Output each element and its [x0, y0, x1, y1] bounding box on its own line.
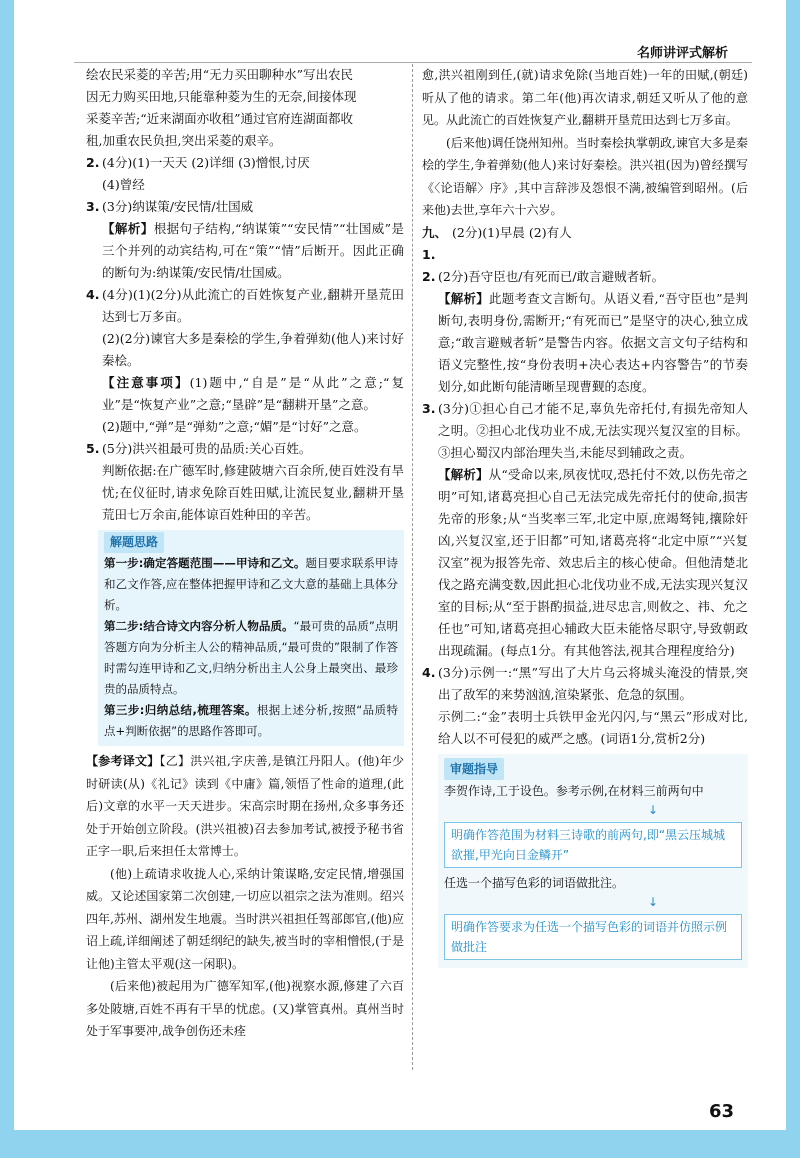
analysis-tag: 【解析】	[438, 290, 489, 306]
analysis	[438, 464, 748, 662]
intro-line: 绘农民采菱的辛苦;用“无力买田聊种水”写出农民	[86, 67, 353, 82]
question-number: 九、1.	[422, 224, 448, 262]
section-9-question-2	[422, 266, 748, 398]
translation-paragraph: (他)上疏请求收拢人心,采纳计策谋略,安定民情,增强国威。又论述国家第二次创建,一切应以祖宗之法为准则。绍兴四年,苏州、湖州发生地震。当时洪兴祖担任驾部郎官,(他)应诏上疏,详细阐述了朝廷纲纪的缺失,被当时的宰相憎恨,(于是让他)主管太平观(这一闲职)。	[86, 866, 404, 971]
basis-text: 判断依据:在广德军时,修建陂塘六百余所,使百姓没有旱忧;在仪征时,请求免除百姓田赋,让流民复业,翻耕开垦荒田七万余亩,能体谅百姓种田的辛苦。	[102, 463, 404, 522]
question-number: 5.	[86, 441, 100, 456]
translation-paragraph	[86, 750, 404, 863]
step-label: 第二步:结合诗文内容分析人物品质。	[104, 619, 294, 633]
question-2	[86, 152, 404, 196]
header-title: 名师讲评式解析	[636, 46, 728, 61]
question-number: 2.	[422, 268, 436, 284]
guide-line: 李贺作诗,工于设色。参考示例,在材料三前两句中	[444, 783, 704, 798]
guide-line: 任选一个描写色彩的词语做批注。	[444, 875, 625, 890]
intro-line: 租,加重农民负担,突出采菱的艰辛。	[86, 133, 282, 148]
guide-box	[438, 754, 748, 968]
step-text: 题目要求联系甲诗和乙文作答,应在整体把握甲诗和乙文大意的基础上具体分析。	[104, 556, 398, 612]
column-divider	[412, 64, 413, 1070]
question-number: 4.	[86, 287, 100, 302]
answer-text: (4分)(1)(2分)从此流亡的百姓恢复产业,翻耕开垦荒田达到七万多亩。	[102, 287, 404, 324]
translation-paragraph: (后来他)被起用为广德军知军,(他)视察水源,修建了六百多处陂塘,百姓不再有干旱的忧虑。(又)掌管真州。真州当时处于军事要冲,战争创伤还未痊	[86, 979, 404, 1038]
note-tag: 【注意事项】	[102, 375, 190, 390]
section-9-question-3	[422, 398, 748, 662]
thinking-box	[98, 530, 404, 746]
step-1	[104, 553, 398, 616]
note-text: (2)题中,“弹”是“弹劾”之意;“媚”是“讨好”之意。	[102, 419, 367, 434]
thinking-box-title: 解题思路	[104, 532, 164, 553]
answer-text: 示例二:“金”表明士兵铁甲金光闪闪,与“黑云”形成对比,给人以不可侵犯的威严之感。(词语1分,赏析2分)	[438, 708, 748, 746]
step-3	[104, 700, 398, 742]
translation-paragraph: (后来他)调任饶州知州。当时秦桧执掌朝政,谏官大多是秦桧的学生,争着弹劾(他人)来讨好秦桧。洪兴祖(因为)曾经撰写《〈论语解〉序》,其中言辞涉及怨恨不满,被编管到昭州。(后来他)去世,享年六十六岁。	[422, 135, 748, 217]
step-label: 第三步:归纳总结,梳理答案。	[104, 703, 257, 717]
question-number: 4.	[422, 664, 436, 680]
header-rule	[74, 62, 752, 63]
answer-text: (2分)吾守臣也/有死而已/敢言避贼者斩。	[438, 268, 665, 284]
down-arrow-icon: ↓	[647, 802, 659, 817]
question-3	[86, 196, 404, 284]
question-number: 3.	[86, 199, 100, 214]
left-column	[86, 64, 404, 1043]
translation-paragraph: 愈,洪兴祖刚到任,(就)请求免除(当地百姓)一年的田赋,(朝廷)听从了他的请求。第二年(他)再次请求,朝廷又听从了他的意见。从此流亡的百姓恢复产业,翻耕开垦荒田达到七万多亩。	[422, 68, 748, 127]
reference-translation	[86, 750, 404, 1043]
step-label: 第一步:确定答题范围——甲诗和乙文。	[104, 556, 306, 570]
answer-text: (2)(2分)谏官大多是秦桧的学生,争着弹劾(他人)来讨好秦桧。	[102, 331, 404, 368]
analysis	[438, 288, 748, 398]
analysis-text: 从“受命以来,夙夜忧叹,恐托付不效,以伤先帝之明”可知,诸葛亮担心自己无法完成先帝托付的使命,损害先帝的形象;从“当奖率三军,北定中原,庶竭驽钝,攘除奸凶,兴复汉室,还于旧都”可知,诸葛亮将“北定中原”“兴复汉室”视为报答先帝、效忠后主的核心使命。但他清楚北伐之路充满变数,因此担心北伐功业不成,无法实现兴复汉室的目标;从“至于斟酌损益,进尽忠言,则攸之、祎、允之任也”可知,诸葛亮担心辅政大臣未能恪尽职守,导致朝政出现疏漏。(每点1分。有其他答法,视其合理程度给分)	[438, 466, 748, 658]
note-text: (1)题中,“自是”是“从此”之意;“复业”是“恢复产业”之意;“垦辟”是“翻耕开垦”之意。	[102, 375, 404, 412]
page	[14, 0, 786, 1130]
guide-hint-box: 明确作答要求为任选一个描写色彩的词语并仿照示例做批注	[444, 914, 742, 960]
translation-tag: 【参考译文】	[86, 754, 160, 768]
answer-text: (3分)示例一:“黑”写出了大片乌云将城头淹没的情景,突出了敌军的来势汹汹,渲染紧张、危急的氛围。	[438, 664, 748, 702]
translation-continued	[422, 64, 748, 222]
question-number: 3.	[422, 400, 436, 416]
note	[102, 372, 404, 416]
answer-text: (4分)(1)一天天 (2)详细 (3)憎恨,讨厌	[102, 155, 310, 170]
translation-text: 【乙】洪兴祖,字庆善,是镇江丹阳人。(他)年少时研读(从)《礼记》读到《中庸》篇,领悟了性命的道理,(此后)文章的水平一天天进步。宋高宗时期在扬州,众多事务还处于开始创立阶段。(洪兴祖被)召去参加考试,被授予秘书省正字一职,后来担任太常博士。	[86, 754, 404, 858]
analysis-tag: 【解析】	[438, 466, 489, 482]
answer-text: (4)曾经	[102, 177, 145, 192]
question-4	[86, 284, 404, 438]
answer-text: (3分)纳谋策/安民情/壮国威	[102, 199, 254, 214]
analysis-text: 此题考查文言断句。从语义看,“吾守臣也”是判断句,表明身份,需断开;“有死而已”是坚守的决心,独立成意;“敢言避贼者斩”是警告内容。依据文言文句子结构和语义完整性,按“身份表明+决心表达+内容警告”的节奏划分,如此断句能清晰呈现曹觐的态度。	[438, 290, 748, 394]
analysis-tag: 【解析】	[102, 221, 154, 236]
answer-text: (2分)(1)早晨 (2)有人	[452, 224, 572, 240]
answer-text: (5分)洪兴祖最可贵的品质:关心百姓。	[102, 441, 312, 456]
guide-hint-box: 明确作答范围为材料三诗歌的前两句,即“黑云压城城欲摧,甲光向日金鳞开”	[444, 822, 742, 868]
down-arrow-icon: ↓	[647, 894, 659, 909]
intro-line: 因无力购买田地,只能靠种菱为生的无奈,间接体现	[86, 89, 357, 104]
step-text: 根据上述分析,按照“品质特点+判断依据”的思路作答即可。	[104, 703, 398, 738]
right-column	[422, 64, 748, 968]
step-text: “最可贵的品质”点明答题方向为分析主人公的精神品质,“最可贵的”限制了作答时需勾连甲诗和乙文,归纳分析出主人公身上最突出、最珍贵的品质特点。	[104, 619, 398, 696]
question-number: 2.	[86, 155, 100, 170]
intro-line: 采菱辛苦;“近来湖面亦收租”通过官府连湖面都收	[86, 111, 353, 126]
analysis	[102, 218, 404, 284]
question-5	[86, 438, 404, 526]
analysis-text: 根据句子结构,“纳谋策”“安民情”“壮国威”是三个并列的动宾结构,可在“策”“情”后断开。因此正确的断句为:纳谋策/安民情/壮国威。	[102, 221, 404, 280]
section-9-question-4	[422, 662, 748, 750]
guide-box-title: 审题指导	[444, 758, 504, 780]
section-9-question-1	[422, 222, 748, 266]
answer-text: (3分)①担心自己才能不足,辜负先帝托付,有损先帝知人之明。②担心北伐功业不成,无法实现兴复汉室的目标。③担心蜀汉内部治理失当,未能尽到辅政之责。	[438, 400, 748, 460]
page-number: 63	[708, 1101, 734, 1122]
step-2	[104, 616, 398, 700]
